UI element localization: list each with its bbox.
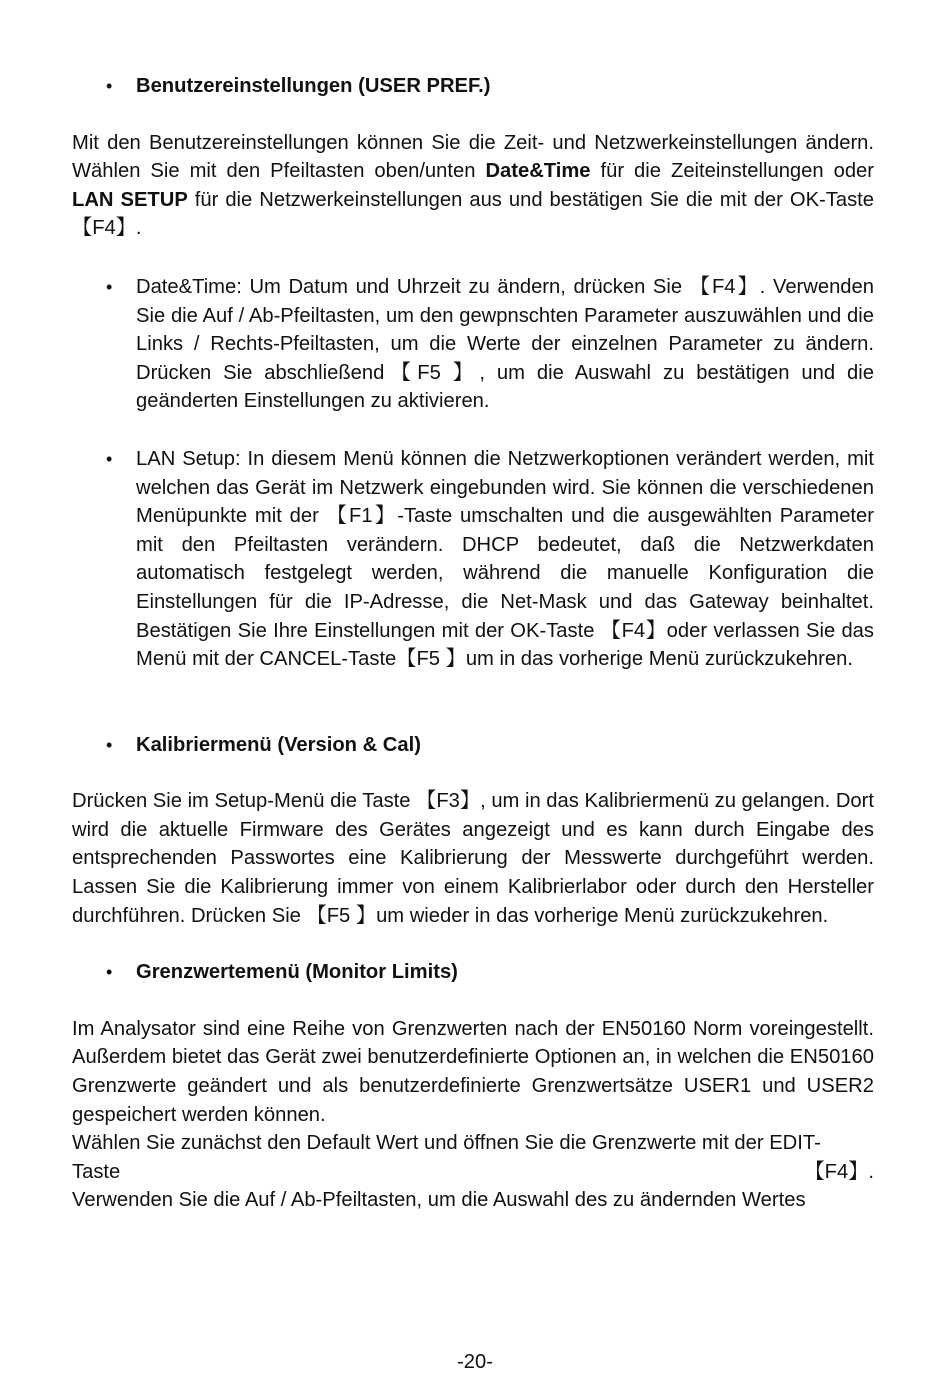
section-limits-heading bbox=[72, 958, 874, 987]
intro-bold-datetime: Date&Time bbox=[485, 160, 591, 183]
limits-text-3: Verwenden Sie die Auf / Ab-Pfeiltasten, um die Auswahl des zu ändernden Wertes bbox=[72, 1189, 806, 1212]
lan-setup-text: LAN Setup: In diesem Menü können die Netzwerkoptionen verändert werden, mit welchen das Gerät im Netzwerk eingebunden wird. Sie können die verschiedenen Menüpunkte mit der 【F1】-Taste umschalten und die ausgewählten Parameter mit den Pfeiltasten verändern. DHCP bedeutet, daß die Netzwerkdaten automatisch festgelegt werden, während die manuelle Konfiguration die Einstellungen für die IP-Adresse, die Net-Mask und das Gateway beinhaltet. Bestätigen Sie Ihre Einstellungen mit der OK-Taste 【F4】oder verlassen Sie das Menü mit der CANCEL-Taste【F5 】um in das vorherige Menü zurückzukehren. bbox=[136, 447, 874, 671]
bullet-icon: • bbox=[106, 734, 113, 755]
heading-limits: Grenzwertemenü (Monitor Limits) bbox=[136, 961, 458, 984]
section-calibration-heading bbox=[72, 731, 874, 760]
page-number: -20- bbox=[457, 1351, 493, 1373]
bullet-icon: • bbox=[106, 962, 113, 983]
limits-taste-line bbox=[72, 1158, 874, 1187]
limits-text-1: Im Analysator sind eine Reihe von Grenzwerten nach der EN50160 Norm voreingestellt. Außerdem bietet das Gerät zwei benutzerdefinierte Optionen an, in welchen die EN50160 Grenzwerte geändert und als benutzerdefinierte Grenzwertsätze USER1 und USER2 gespeichert werden können. bbox=[72, 1017, 874, 1126]
heading-calibration: Kalibriermenü (Version & Cal) bbox=[136, 733, 421, 756]
heading-user-pref: Benutzereinstellungen (USER PREF.) bbox=[136, 75, 491, 97]
bullet-icon: • bbox=[106, 276, 113, 297]
intro-bold-lansetup: LAN SETUP bbox=[72, 188, 188, 211]
limits-text-2: Wählen Sie zunächst den Default Wert und öffnen Sie die Grenzwerte mit der EDIT- bbox=[72, 1132, 821, 1155]
datetime-text: Date&Time: Um Datum und Uhrzeit zu ändern, drücken Sie 【F4】. Verwenden Sie die Auf / Ab-Pfeiltasten, um den gewpnschten Parameter auszuwählen und die Links / Rechts-Pfeiltasten, um die Werte der einzelnen Parameter zu ändern. Drücken Sie abschließend【F5 】, um die Auswahl zu bestätigen und die geänderten Einstellungen zu aktivieren. bbox=[136, 275, 874, 413]
document-page bbox=[72, 66, 874, 1215]
intro-text-c: für die Netzwerkeinstellungen aus und bestätigen Sie die mit der OK-Taste【F4】. bbox=[72, 188, 875, 240]
bullet-datetime bbox=[72, 273, 874, 416]
intro-text-a: Mit den Benutzereinstellungen können Sie die Zeit- und Netzwerkeinstellungen ändern. Wählen Sie mit den Pfeiltasten oben/unten bbox=[72, 131, 874, 183]
section-user-pref-heading bbox=[72, 72, 874, 101]
calibration-text: Drücken Sie im Setup-Menü die Taste 【F3】, um in das Kalibriermenü zu gelangen. Dort wird die aktuelle Firmware des Gerätes angezeigt und es kann durch Eingabe des entsprechenden Passwortes eine Kalibrierung der Messwerte durchgeführt werden. Lassen Sie die Kalibrierung immer von einem Kalibrierlabor oder durch den Hersteller durchführen. Drücken Sie 【F5 】um wieder in das vorherige Menü zurückzukehren. bbox=[72, 790, 874, 927]
bullet-lan-setup bbox=[72, 445, 874, 674]
user-pref-intro bbox=[72, 129, 874, 243]
taste-word: Taste bbox=[72, 1160, 121, 1183]
intro-text-b: für die Zeiteinstellungen oder bbox=[590, 160, 875, 183]
bullet-icon: • bbox=[106, 448, 113, 469]
bullet-icon: • bbox=[106, 76, 113, 96]
taste-key-f4: 【F4】. bbox=[804, 1160, 874, 1183]
